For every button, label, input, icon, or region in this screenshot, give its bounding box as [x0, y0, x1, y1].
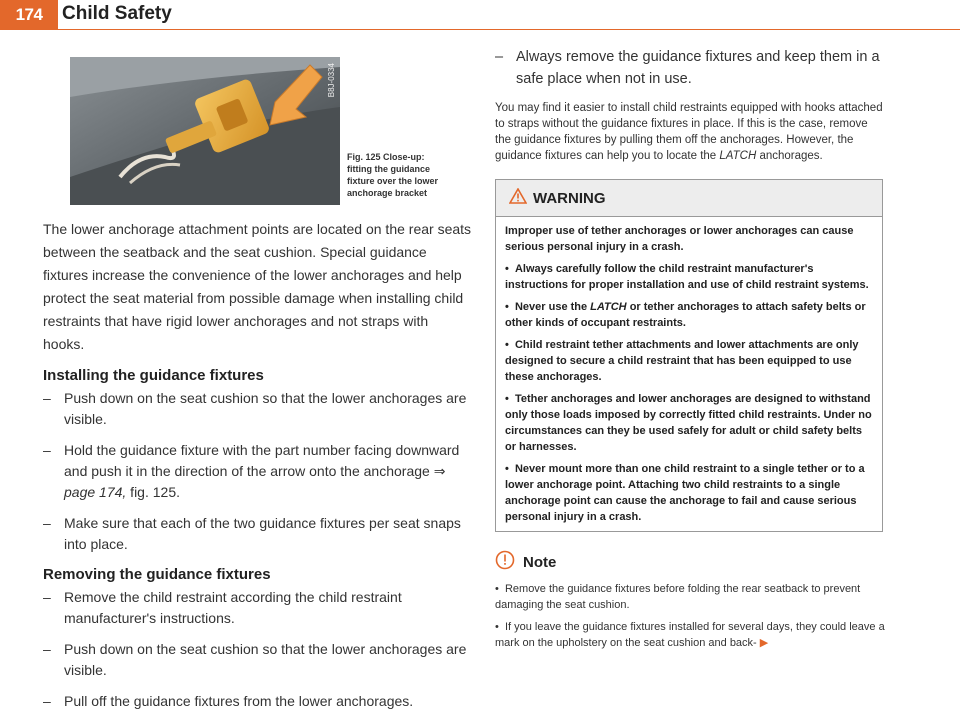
- warning-title: WARNING: [533, 189, 606, 207]
- removing-step: – Push down on the seat cushion so that the lower anchorages are visible.: [43, 641, 467, 678]
- warning-triangle-icon: [509, 188, 527, 209]
- removing-step: – Always remove the guidance fixtures and keep them in a safe place when not in use.: [495, 49, 880, 87]
- warning-bullet: • Never mount more than one child restraint to a single tether or to a lower anchorage point. Attaching two child restraints to a single anchorage point can cause the anchorage to fail and cause serious personal injury in a crash.: [505, 463, 865, 523]
- figure-caption: Fig. 125 Close-up: fitting the guidance fixture over the lower anchorage bracket: [347, 152, 439, 198]
- chapter-title: Child Safety: [62, 3, 172, 24]
- figure-image-guidance-fixture: [70, 57, 340, 205]
- note-bullet: • Remove the guidance fixtures before folding the rear seatback to prevent damaging the seat cushion.: [495, 583, 861, 611]
- figure-code: B8J-0334: [327, 63, 336, 98]
- latch-paragraph: You may find it easier to install child restraints equipped with hooks attached to straps without the guidance fixtures in place. If this is the case, remove the guidance fixtures by pulling them off the anchorages. However, the guidance fixtures can help you to locate the LATCH anchorages.: [495, 102, 883, 162]
- note-title: Note: [523, 554, 557, 571]
- installing-step: – Push down on the seat cushion so that the lower anchorages are visible.: [43, 390, 467, 427]
- page-reference-link[interactable]: page 174,: [64, 484, 127, 500]
- warning-body: [496, 217, 882, 531]
- note-bullet: • If you leave the guidance fixtures installed for several days, they could leave a mark on the upholstery on the seat cushion and back- ▶: [495, 621, 885, 649]
- header-rule: [0, 29, 960, 30]
- page-number: 174: [0, 0, 58, 30]
- cross-reference-arrow: ⇒: [433, 463, 446, 479]
- installing-step: – Hold the guidance fixture with the part number facing downward and push it in the direction of the arrow onto the anchorage ⇒ page 174, fig. 125.: [43, 442, 460, 500]
- note-header: [495, 550, 885, 575]
- warning-header: [496, 180, 882, 217]
- right-column: [495, 46, 885, 651]
- warning-intro: Improper use of tether anchorages or lower anchorages can cause serious personal injury in a crash.: [505, 225, 854, 253]
- removing-heading: Removing the guidance fixtures: [43, 566, 271, 583]
- removing-step: – Pull off the guidance fixtures from the lower anchorages.: [43, 693, 414, 709]
- installing-step: – Make sure that each of the two guidance fixtures per seat snaps into place.: [43, 515, 461, 552]
- note-info-icon: [495, 550, 515, 575]
- left-column: [43, 218, 473, 722]
- removing-step: – Remove the child restraint according the child restraint manufacturer's instructions.: [43, 589, 402, 626]
- warning-bullet: • Child restraint tether attachments and lower attachments are only designed to secure a child restraint that has been equipped to use these anchorages.: [505, 339, 859, 383]
- warning-bullet: • Always carefully follow the child restraint manufacturer's instructions for proper installation and use of child restraint systems.: [505, 263, 869, 291]
- installing-heading: Installing the guidance fixtures: [43, 367, 264, 384]
- continue-arrow-icon: ▶: [759, 637, 769, 649]
- warning-bullet: • Never use the LATCH or tether anchorages to attach safety belts or other kinds of occupant restraints.: [505, 301, 866, 329]
- warning-box: [495, 179, 883, 532]
- intro-paragraph: The lower anchorage attachment points are located on the rear seats between the seatback and the seat cushion. Special guidance fixtures increase the convenience of the lower anchorages and help protect the seat material from possible damage when installing child restraints that have rigid lower anchorages and not straps with hooks.: [43, 221, 472, 352]
- warning-bullet: • Tether anchorages and lower anchorages are designed to withstand only those loads imposed by correctly fitted child restraints. Under no circumstances can they be used safely for adult or child safety belts or harnesses.: [505, 393, 872, 453]
